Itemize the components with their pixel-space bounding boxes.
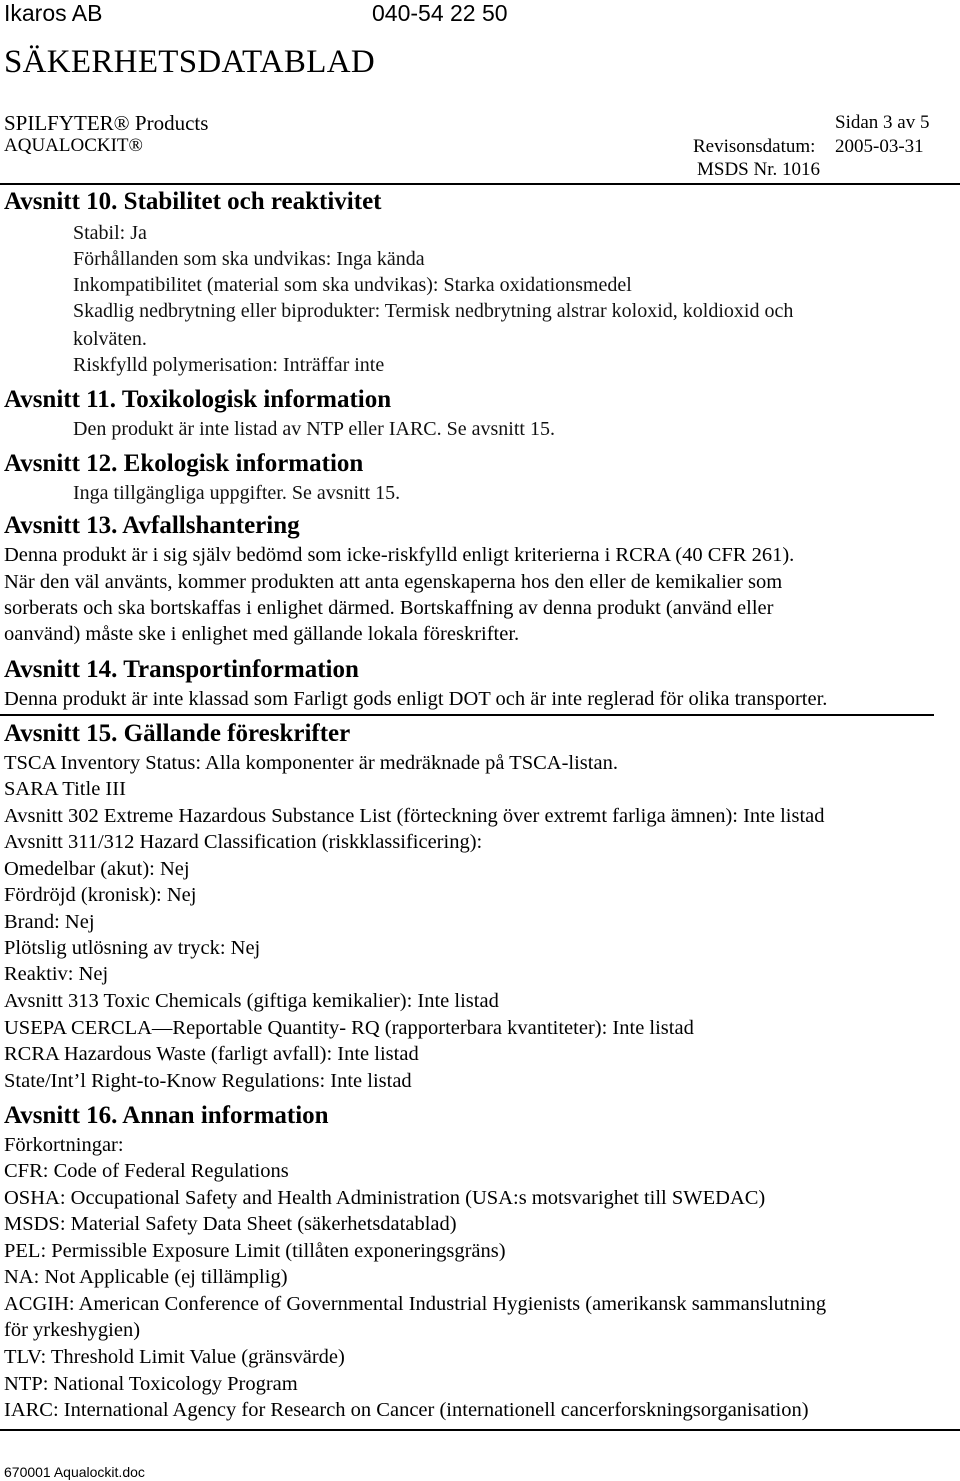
section-14-line: Denna produkt är inte klassad som Farligt gods enligt DOT och är inte reglerad för olika transporter. [4,688,828,710]
section-16-line: IARC: International Agency for Research on Cancer (internationell cancerforskningsorganisation) [4,1399,809,1421]
section-10-line: kolväten. [73,328,147,350]
document-title: SÄKERHETSDATABLAD [4,44,375,80]
section-15-line: Plötslig utlösning av tryck: Nej [4,937,261,959]
section-15-line: SARA Title III [4,778,126,800]
section-15-line: USEPA CERCLA—Reportable Quantity- RQ (rapporterbara kvantiteter): Inte listad [4,1017,694,1039]
section-16-line: MSDS: Material Safety Data Sheet (säkerhetsdatablad) [4,1213,457,1235]
revision-date: 2005-03-31 [835,136,924,157]
product-line-2: AQUALOCKIT® [4,135,143,156]
company-name: Ikaros AB [4,0,103,26]
section-15-line: RCRA Hazardous Waste (farligt avfall): Inte listad [4,1043,419,1065]
section-10-line: Stabil: Ja [73,222,147,244]
section-10-line: Förhållanden som ska undvikas: Inga kända [73,248,425,270]
section-16-title: Avsnitt 16. Annan information [4,1102,329,1129]
section-10-line: Skadlig nedbrytning eller biprodukter: Termisk nedbrytning alstrar koloxid, koldioxid och [73,300,794,322]
section-10-line: Inkompatibilitet (material som ska undvikas): Starka oxidationsmedel [73,274,632,296]
section-16-line: NTP: National Toxicology Program [4,1373,298,1395]
section-11-title: Avsnitt 11. Toxikologisk information [4,386,392,413]
header-divider [0,183,960,185]
section-16-line: TLV: Threshold Limit Value (gränsvärde) [4,1346,345,1368]
section-15-line: Reaktiv: Nej [4,963,109,985]
product-line-1: SPILFYTER® Products [4,111,209,135]
section-16-line: Förkortningar: [4,1134,124,1156]
section-10-line: Riskfylld polymerisation: Inträffar inte [73,354,385,376]
footer-divider [0,1429,960,1431]
msds-number: MSDS Nr. 1016 [697,159,820,180]
section-16-line: PEL: Permissible Exposure Limit (tillåten exponeringsgräns) [4,1240,506,1262]
section-16-line: för yrkeshygien) [4,1319,141,1341]
section-14-title: Avsnitt 14. Transportinformation [4,656,359,683]
section-15-line: Omedelbar (akut): Nej [4,858,190,880]
section-11-line: Den produkt är inte listad av NTP eller IARC. Se avsnitt 15. [73,418,555,440]
section-13-title: Avsnitt 13. Avfallshantering [4,512,300,539]
section-15-line: Fördröjd (kronisk): Nej [4,884,197,906]
section-13-line: När den väl använts, kommer produkten att anta egenskaperna hos den eller de kemikalier som [4,571,783,593]
page-info: Sidan 3 av 5 [835,112,930,133]
section-15-line: TSCA Inventory Status: Alla komponenter är medräknade på TSCA-listan. [4,752,618,774]
revision-label: Revisonsdatum: [693,136,816,157]
section-13-line: Denna produkt är i sig själv bedömd som icke-riskfylld enligt kriterierna i RCRA (40 CFR 261). [4,544,795,566]
section-16-line: ACGIH: American Conference of Governmental Industrial Hygienists (amerikansk sammanslutning [4,1293,827,1315]
section-14-underline [0,714,934,716]
section-15-line: State/Int’l Right-to-Know Regulations: Inte listad [4,1070,412,1092]
footer-file-name: 670001 Aqualockit.doc [4,1464,145,1480]
section-16-line: CFR: Code of Federal Regulations [4,1160,289,1182]
section-13-line: sorberats och ska bortskaffas i enlighet därmed. Bortskaffning av denna produkt (använd eller [4,597,774,619]
section-15-title: Avsnitt 15. Gällande föreskrifter [4,720,351,747]
section-12-title: Avsnitt 12. Ekologisk information [4,450,364,477]
section-16-line: OSHA: Occupational Safety and Health Administration (USA:s motsvarighet till SWEDAC) [4,1187,766,1209]
section-16-line: NA: Not Applicable (ej tillämplig) [4,1266,288,1288]
section-15-line: Avsnitt 311/312 Hazard Classification (riskklassificering): [4,831,483,853]
phone-number: 040-54 22 50 [372,0,508,26]
section-10-title: Avsnitt 10. Stabilitet och reaktivitet [4,188,382,215]
section-13-line: oanvänd) måste ske i enlighet med gällande lokala föreskrifter. [4,623,520,645]
section-12-line: Inga tillgängliga uppgifter. Se avsnitt 15. [73,482,401,504]
section-15-line: Brand: Nej [4,911,95,933]
section-15-line: Avsnitt 313 Toxic Chemicals (giftiga kemikalier): Inte listad [4,990,499,1012]
section-15-line: Avsnitt 302 Extreme Hazardous Substance List (förteckning över extremt farliga ämnen): Inte listad [4,805,825,827]
